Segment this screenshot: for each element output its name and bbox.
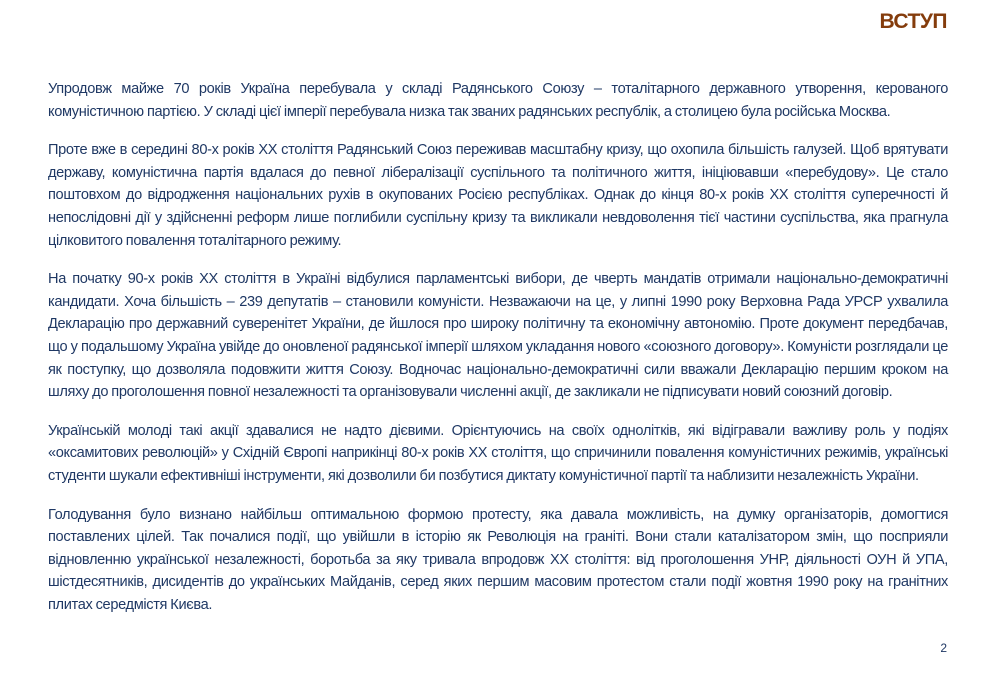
paragraph: Упродовж майже 70 років Україна перебувала у складі Радянського Союзу – тоталітарного державного утворення, керованого комуністичною партією. У складі цієї імперії перебувала низка так званих радянських республік, а столицею була російська Москва.: [48, 81, 948, 120]
document-body: [48, 78, 948, 632]
paragraph: Голодування було визнано найбільш оптимальною формою протесту, яка давала можливість, на думку організаторів, домогтися поставлених цілей. Так почалися події, що увійшли в історію як Революція на граніті. Вони стали каталізатором змін, що посприяли відновленню української незалежності, боротьба за яку тривала впродовж ХХ століття: від проголошення УНР, діяльності ОУН й УПА, шістдесятників, дисидентів до українських Майданів, серед яких першим масовим протестом стали події жовтня 1990 року на гранітних плитах середмістя Києва.: [48, 506, 948, 613]
paragraph: Українській молоді такі акції здавалися не надто дієвими. Орієнтуючись на своїх однолітків, які відігравали важливу роль у подіях «оксамитових революцій» у Східній Європі наприкінці 80-х років ХХ століття, що спричинили повалення комуністичних режимів, українські студенти шукали ефективніші інструменти, які дозволили би позбутися диктату комуністичної партії та наблизити незалежність України.: [48, 422, 948, 484]
paragraph: На початку 90-х років ХХ століття в Україні відбулися парламентські вибори, де чверть мандатів отримали національно-демократичні кандидати. Хоча більшість – 239 депутатів – становили комуністи. Незважаючи на це, у липні 1990 року Верховна Рада УРСР ухвалила Декларацію про державний суверенітет України, де йшлося про широку політичну та економічну автономію. Проте документ передбачав, що у подальшому Україна увійде до оновленої радянської імперії шляхом укладання нового «союзного договору». Комуністи розглядали це як поступку, що дозволяла подовжити життя Союзу. Водночас національно-демократичні сили вважали Декларацію першим кроком на шляху до проголошення повної незалежності та організовували численні акції, де закликали не підписувати новий союзний договір.: [48, 271, 948, 401]
paragraph: Проте вже в середині 80-х років ХХ століття Радянський Союз переживав масштабну кризу, що охопила більшість галузей. Щоб врятувати державу, комуністична партія вдалася до певної лібералізації суспільного та політичного життя, ініціювавши «перебудову». Це стало поштовхом до відродження національних рухів в окупованих Росією республіках. Однак до кінця 80-х років ХХ століття суперечності й непослідовні дії у здійсненні реформ лише поглибили суспільну кризу та викликали невдоволення тієї частини суспільства, яка прагнула цілковитого повалення тоталітарного режиму.: [48, 142, 948, 249]
page-title: ВСТУП: [879, 10, 947, 33]
page-number: 2: [940, 641, 947, 655]
